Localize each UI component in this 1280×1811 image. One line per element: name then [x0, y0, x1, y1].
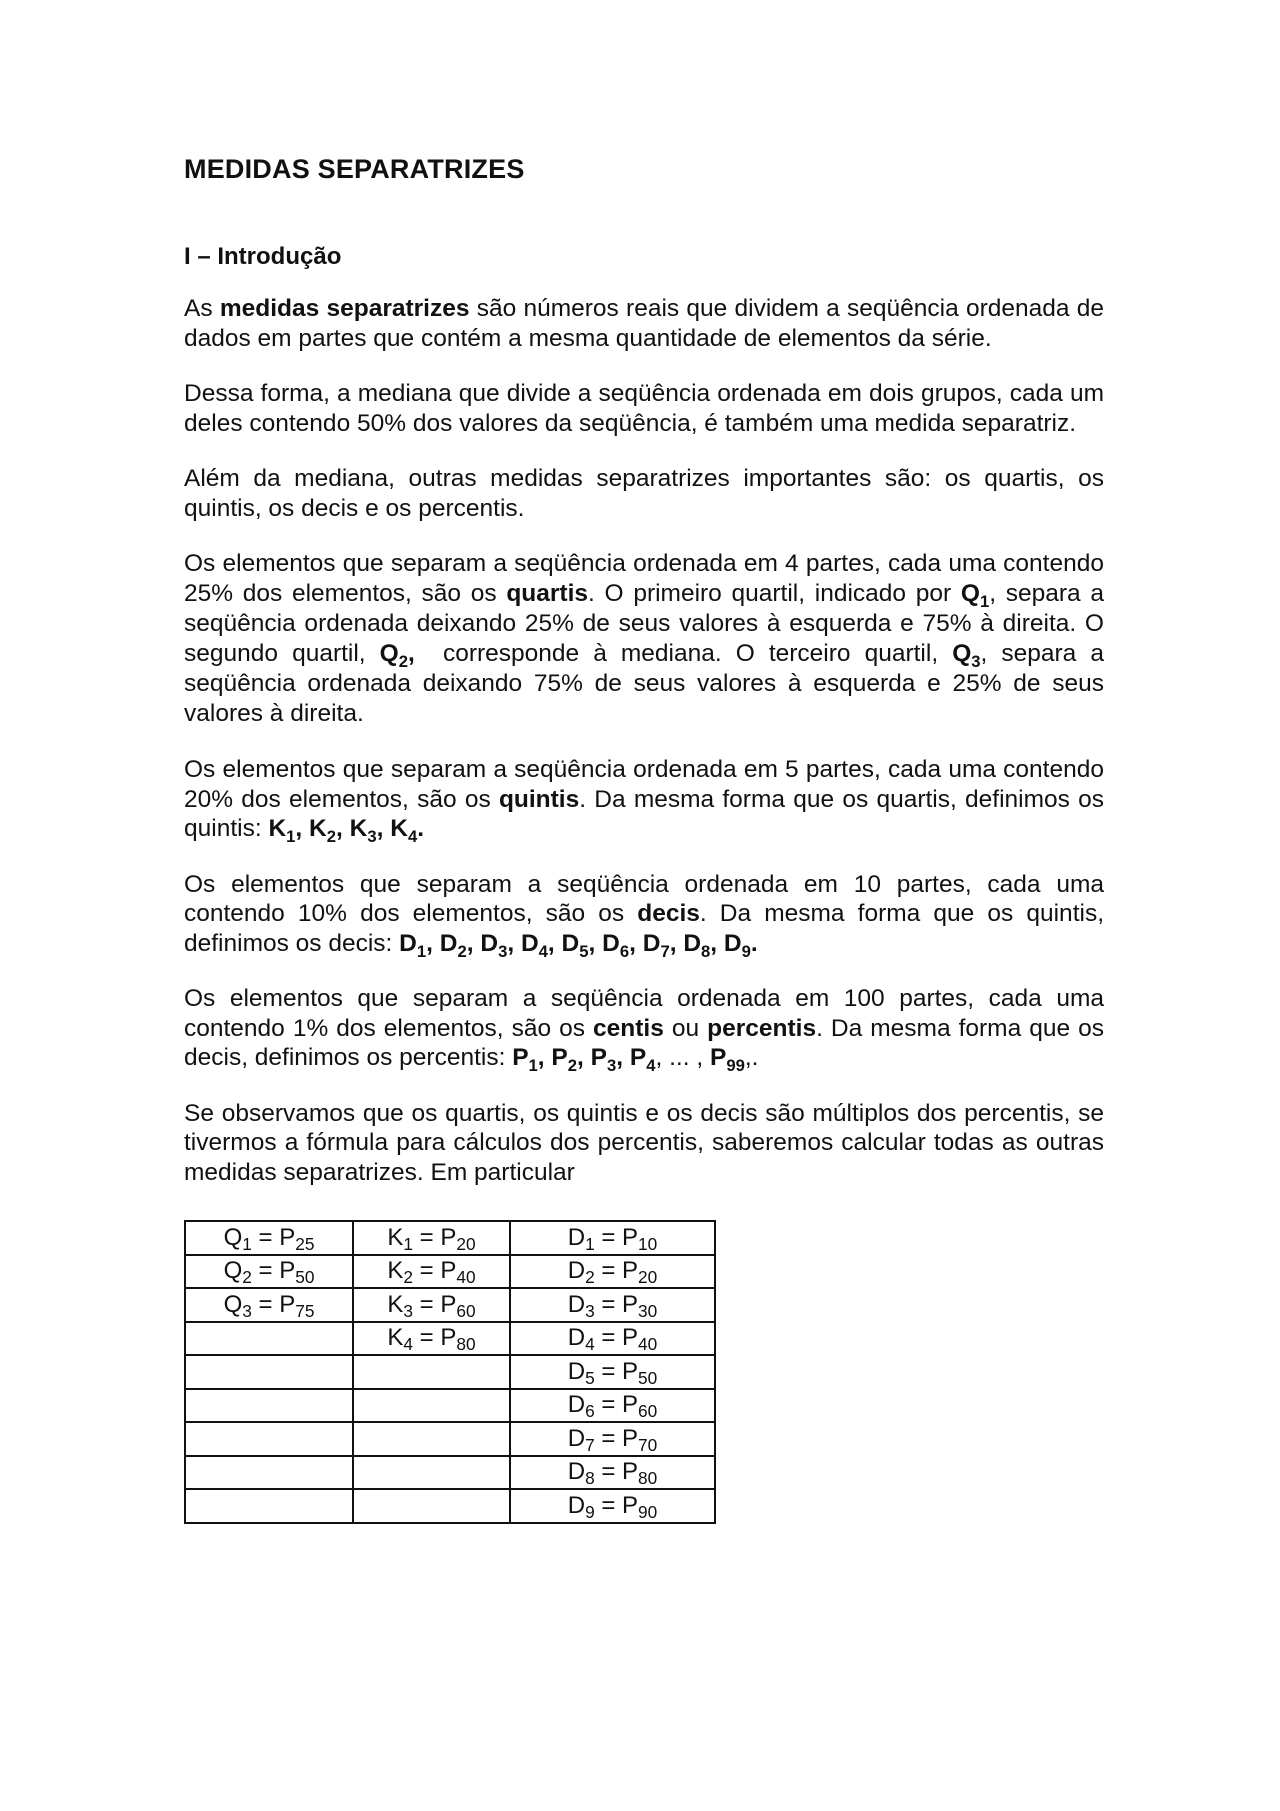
text: . Da mesma forma que os quartis, definimos os quintis:: [184, 785, 1104, 842]
paragraph-decis: [184, 870, 1104, 959]
text: ,.: [744, 1044, 759, 1071]
table-row: [185, 1355, 715, 1389]
symbol-q1: $Q_1$: [960, 580, 990, 611]
symbol-d7: $D_7$,: [642, 929, 677, 961]
table-body: [185, 1221, 715, 1523]
paragraph-outras: Além da mediana, outras medidas separatrizes importantes são: os quartis, os quintis, os decis e os percentis.: [184, 465, 1104, 522]
table-row: [185, 1456, 715, 1490]
table-cell: $K_3 = P_{60}$: [353, 1288, 510, 1322]
separatrizes-table: [184, 1220, 716, 1524]
symbol-d5: $D_5$,: [561, 929, 596, 961]
decis-symbol-list: [399, 929, 758, 961]
table-cell: $D_4 = P_{40}$: [510, 1322, 715, 1356]
text: são números reais que dividem a seqüência ordenada de dados em partes que contém a mesma quantidade de elementos da série.: [184, 295, 1105, 352]
table-cell: $D_9 = P_{90}$: [510, 1489, 715, 1523]
table-cell: [185, 1422, 353, 1456]
table-cell: [185, 1489, 353, 1523]
table-cell: $K_1 = P_{20}$: [353, 1221, 510, 1255]
symbol-p1: $P_1$,: [512, 1044, 545, 1075]
text: Os elementos que separam a seqüência ordenada em 100 partes, cada uma contendo 1% dos elementos, são os: [184, 985, 1104, 1042]
table-row: [185, 1322, 715, 1356]
table-row: [185, 1422, 715, 1456]
text: Os elementos que separam a seqüência ordenada em 4 partes, cada uma contendo 25% dos elementos, são os: [184, 550, 1104, 607]
table-cell: [353, 1389, 510, 1423]
percentis-symbol-list: [512, 1044, 656, 1075]
table-cell: $D_7 = P_{70}$: [510, 1422, 715, 1456]
table-cell: $Q_3 = P_{75}$: [185, 1288, 353, 1322]
symbol-p3: $P_3$,: [590, 1044, 624, 1075]
table-row: [185, 1489, 715, 1523]
document-content: [184, 150, 1104, 1524]
symbol-d6: $D_6$,: [602, 929, 636, 961]
emphasis: percentis: [707, 1014, 817, 1042]
symbol-k2: $K_2$,: [309, 815, 343, 846]
text: Os elementos que separam a seqüência ordenada em 10 partes, cada uma contendo 10% dos elementos, são os: [184, 870, 1104, 927]
paragraph-percentis: [184, 984, 1104, 1073]
text: . O primeiro quartil, indicado por: [588, 580, 952, 607]
symbol-d2: $D_2$,: [439, 929, 474, 961]
emphasis: quartis: [506, 580, 589, 607]
table-cell: $Q_1 = P_{25}$: [185, 1221, 353, 1255]
symbol-d9: $D_9$.: [723, 929, 758, 961]
table-cell: [185, 1322, 353, 1356]
symbol-k1: $K_1$,: [268, 815, 303, 846]
table-cell: $K_4 = P_{80}$: [353, 1322, 510, 1356]
table-cell: $D_6 = P_{60}$: [510, 1389, 715, 1423]
text: As: [184, 295, 213, 322]
symbol-p2: $P_2$,: [551, 1044, 584, 1075]
table-cell: [353, 1355, 510, 1389]
paragraph-quartis: [184, 549, 1104, 729]
symbol-d1: $D_1$,: [399, 929, 433, 961]
symbol-p4: $P_4$: [629, 1044, 656, 1075]
table-cell: [353, 1489, 510, 1523]
table-row: [185, 1389, 715, 1423]
text: Os elementos que separam a seqüência ordenada em 5 partes, cada uma contendo 20% dos elementos, são os: [184, 756, 1104, 813]
table-row: [185, 1255, 715, 1289]
table-cell: $Q_2 = P_{50}$: [185, 1255, 353, 1289]
text: . Da mesma forma que os quintis, definimos os decis:: [184, 900, 1104, 957]
paragraph-mediana: Dessa forma, a mediana que divide a seqüência ordenada em dois grupos, cada um deles contendo 50% dos valores da seqüência, é também uma medida separatriz.: [184, 380, 1104, 437]
emphasis: quintis: [498, 785, 580, 813]
table-cell: [185, 1456, 353, 1490]
text: , separa a seqüência ordenada deixando 25% de seus valores à esquerda e 75% à direita. O segundo quartil,: [184, 580, 1104, 667]
table-cell: $D_2 = P_{20}$: [510, 1255, 715, 1289]
table-cell: $K_2 = P_{40}$: [353, 1255, 510, 1289]
text: ou: [671, 1014, 700, 1042]
text: , ... ,: [655, 1044, 704, 1071]
symbol-q2: $Q_2$,: [379, 640, 415, 671]
paragraph-intro: [184, 294, 1104, 353]
symbol-p99: $P_{99}$: [709, 1044, 745, 1075]
table-cell: $D_5 = P_{50}$: [510, 1355, 715, 1389]
emphasis: decis: [637, 900, 700, 927]
symbol-d8: $D_8$,: [683, 929, 718, 961]
table-cell: [185, 1355, 353, 1389]
paragraph-conclusao: Se observamos que os quartis, os quintis e os decis são múltiplos dos percentis, se tivermos a fórmula para cálculos dos percentis, saberemos calcular todas as outras medidas separatrizes. Em particular: [184, 1099, 1104, 1186]
symbol-q3: $Q_3$: [952, 640, 981, 671]
symbol-k3: $K_3$,: [349, 815, 384, 846]
table-cell: [353, 1456, 510, 1490]
page-title: MEDIDAS SEPARATRIZES: [184, 154, 525, 184]
quintis-symbol-list: [268, 815, 425, 846]
table-cell: [353, 1422, 510, 1456]
emphasis: medidas separatrizes: [219, 295, 470, 322]
table-row: [185, 1221, 715, 1255]
symbol-d3: $D_3$,: [480, 929, 515, 961]
table-cell: $D_8 = P_{80}$: [510, 1456, 715, 1490]
section-heading: I – Introdução: [184, 243, 342, 270]
text: , separa a seqüência ordenada deixando 75% de seus valores à esquerda e 25% de seus valores à direita.: [184, 640, 1104, 727]
table-cell: [185, 1389, 353, 1423]
table-cell: $D_3 = P_{30}$: [510, 1288, 715, 1322]
table-cell: $D_1 = P_{10}$: [510, 1221, 715, 1255]
text: corresponde à mediana. O terceiro quartil,: [442, 640, 939, 667]
symbol-k4: $K_4$.: [390, 815, 425, 846]
emphasis: centis: [593, 1014, 664, 1042]
paragraph-quintis: [184, 755, 1104, 844]
symbol-d4: $D_4$,: [520, 929, 555, 961]
text: . Da mesma forma que os decis, definimos os percentis:: [184, 1014, 1104, 1071]
table-row: [185, 1288, 715, 1322]
